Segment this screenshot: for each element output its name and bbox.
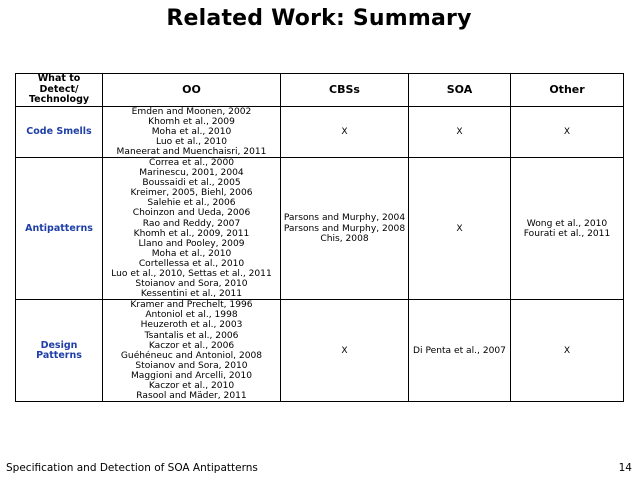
- reference-entry: X: [456, 126, 463, 137]
- reference-entry: Parsons and Murphy, 2008: [283, 223, 406, 234]
- oo-cell: [103, 106, 281, 157]
- column-header-soa: SOA: [409, 74, 511, 107]
- reference-entry: Maggioni and Arcelli, 2010: [130, 370, 253, 381]
- reference-entry: Fourati et al., 2011: [523, 228, 611, 239]
- reference-entry: Chis, 2008: [320, 233, 369, 244]
- reference-entry: Khomh et al., 2009: [148, 116, 235, 127]
- reference-entry: Di Penta et al., 2007: [413, 345, 506, 356]
- reference-entry: Tsantalis et al., 2006: [144, 330, 239, 341]
- reference-entry: Marinescu, 2001, 2004: [139, 168, 244, 179]
- reference-entry: X: [341, 345, 348, 356]
- reference-entry: Stoianov and Sora, 2010: [135, 279, 248, 290]
- reference-entry: Maneerat and Muenchaisri, 2011: [116, 146, 267, 157]
- other-cell: [511, 300, 624, 402]
- footer-presentation-title: Specification and Detection of SOA Antipatterns: [6, 462, 258, 474]
- reference-entry: Luo et al., 2010: [155, 136, 228, 147]
- reference-entry: Emden and Moonen, 2002: [131, 106, 252, 117]
- reference-entry: X: [563, 126, 571, 137]
- corner-header-line2: Technology: [28, 94, 90, 105]
- corner-header-line1: What to Detect/: [37, 73, 81, 95]
- reference-entry: Kaczor et al., 2010: [148, 381, 235, 392]
- reference-entry: X: [563, 345, 571, 356]
- table-row: [16, 106, 624, 157]
- reference-entry: Kessentini et al., 2011: [140, 289, 243, 300]
- reference-entry: Rao and Reddy, 2007: [142, 218, 241, 229]
- reference-entry: Kramer and Prechelt, 1996: [130, 300, 253, 311]
- corner-header-cell: [16, 74, 103, 107]
- header-row: [16, 74, 624, 107]
- reference-entry: Correa et al., 2000: [148, 157, 235, 168]
- table-body: [16, 106, 624, 402]
- footer-page-number: 14: [618, 462, 632, 474]
- cbss-cell: [281, 106, 409, 157]
- other-cell: [511, 157, 624, 299]
- reference-entry: X: [456, 223, 463, 234]
- reference-entry: Cortellessa et al., 2010: [138, 258, 245, 269]
- reference-entry: Boussaidi et al., 2005: [142, 178, 241, 189]
- reference-entry: Moha et al., 2010: [151, 248, 232, 259]
- reference-entry: Moha et al., 2010: [151, 126, 232, 137]
- reference-entry: Rasool and Mäder, 2011: [136, 391, 247, 402]
- reference-entry: Antoniol et al., 1998: [145, 310, 238, 321]
- cbss-cell: [281, 157, 409, 299]
- reference-entry: Choinzon and Ueda, 2006: [132, 208, 251, 219]
- reference-entry: Guéhéneuc and Antoniol, 2008: [120, 350, 263, 361]
- cbss-cell: [281, 300, 409, 402]
- reference-entry: Kaczor et al., 2006: [148, 340, 235, 351]
- reference-entry: Khomh et al., 2009, 2011: [133, 228, 250, 239]
- reference-entry: X: [341, 126, 348, 137]
- table-row: [16, 157, 624, 299]
- reference-entry: Parsons and Murphy, 2004: [283, 213, 406, 224]
- reference-entry: Kreimer, 2005, Biehl, 2006: [130, 188, 253, 199]
- table-row: [16, 300, 624, 402]
- row-header-cell: Design Patterns: [16, 300, 103, 402]
- other-cell: [511, 106, 624, 157]
- reference-entry: Salehie et al., 2006: [147, 198, 236, 209]
- summary-table: [15, 73, 624, 402]
- column-header-oo: OO: [103, 74, 281, 107]
- oo-cell: [103, 300, 281, 402]
- column-header-cbss: CBSs: [281, 74, 409, 107]
- soa-cell: [409, 300, 511, 402]
- soa-cell: [409, 157, 511, 299]
- reference-entry: Llano and Pooley, 2009: [138, 238, 245, 249]
- reference-entry: Stoianov and Sora, 2010: [135, 360, 248, 371]
- reference-entry: Luo et al., 2010, Settas et al., 2011: [111, 269, 272, 279]
- reference-entry: Heuzeroth et al., 2003: [140, 320, 243, 331]
- row-header-cell: Code Smells: [16, 106, 103, 157]
- slide-title: Related Work: Summary: [166, 6, 472, 31]
- reference-entry: Wong et al., 2010: [526, 218, 608, 229]
- oo-cell: [103, 157, 281, 299]
- column-header-other: Other: [511, 74, 624, 107]
- soa-cell: [409, 106, 511, 157]
- row-header-cell: Antipatterns: [16, 157, 103, 299]
